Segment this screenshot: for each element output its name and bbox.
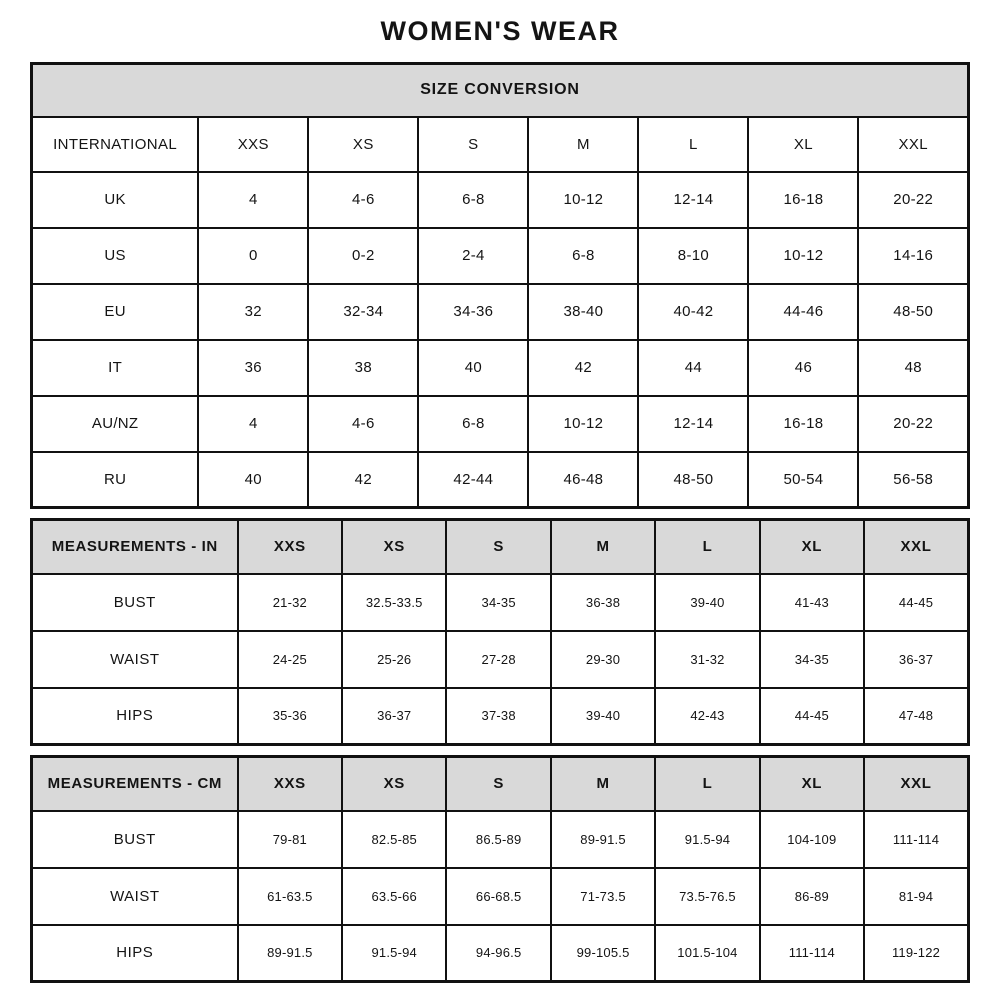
measurements-cm-body — [32, 811, 969, 982]
size-column-header: XXS — [238, 520, 342, 574]
row-label: AU/NZ — [32, 396, 199, 452]
size-column-header: M — [551, 757, 655, 811]
cell-value: 40-42 — [638, 284, 748, 340]
size-column-header: XS — [342, 757, 446, 811]
cell-value: 104-109 — [760, 811, 864, 868]
cell-value: 50-54 — [748, 452, 858, 508]
cell-value: 10-12 — [748, 228, 858, 284]
cell-value: 44-45 — [864, 574, 968, 631]
size-column-header: L — [655, 520, 759, 574]
size-column-header: XXL — [858, 117, 968, 172]
cell-value: 89-91.5 — [551, 811, 655, 868]
size-column-header: L — [638, 117, 748, 172]
row-label: EU — [32, 284, 199, 340]
cell-value: 0 — [198, 228, 308, 284]
cell-value: 32 — [198, 284, 308, 340]
size-column-header: XXL — [864, 520, 968, 574]
cell-value: 39-40 — [551, 688, 655, 745]
row-label: RU — [32, 452, 199, 508]
cell-value: 29-30 — [551, 631, 655, 688]
cell-value: 47-48 — [864, 688, 968, 745]
size-column-header: XXS — [198, 117, 308, 172]
cell-value: 4 — [198, 396, 308, 452]
row-label: HIPS — [32, 688, 238, 745]
size-conversion-banner-row — [32, 64, 969, 117]
cell-value: 27-28 — [446, 631, 550, 688]
cell-value: 89-91.5 — [238, 925, 342, 982]
cell-value: 12-14 — [638, 396, 748, 452]
cell-value: 6-8 — [418, 172, 528, 228]
row-label: IT — [32, 340, 199, 396]
table-row — [32, 631, 969, 688]
cell-value: 91.5-94 — [342, 925, 446, 982]
cell-value: 10-12 — [528, 396, 638, 452]
table-row — [32, 925, 969, 982]
cell-value: 86.5-89 — [446, 811, 550, 868]
cell-value: 48-50 — [638, 452, 748, 508]
row-label: WAIST — [32, 631, 238, 688]
cell-value: 12-14 — [638, 172, 748, 228]
cell-value: 91.5-94 — [655, 811, 759, 868]
cell-value: 4-6 — [308, 172, 418, 228]
table-row — [32, 172, 969, 228]
size-conversion-title: SIZE CONVERSION — [32, 64, 969, 117]
row-label: BUST — [32, 811, 238, 868]
cell-value: 42-43 — [655, 688, 759, 745]
size-column-header: XS — [342, 520, 446, 574]
cell-value: 38 — [308, 340, 418, 396]
row-label: HIPS — [32, 925, 238, 982]
cell-value: 16-18 — [748, 172, 858, 228]
cell-value: 36-37 — [864, 631, 968, 688]
row-label: US — [32, 228, 199, 284]
cell-value: 39-40 — [655, 574, 759, 631]
table-row — [32, 228, 969, 284]
page-title: WOMEN'S WEAR — [380, 16, 620, 46]
cell-value: 35-36 — [238, 688, 342, 745]
table-row — [32, 688, 969, 745]
cell-value: 32-34 — [308, 284, 418, 340]
size-column-header: M — [528, 117, 638, 172]
cell-value: 111-114 — [864, 811, 968, 868]
table-row — [32, 396, 969, 452]
measurements-cm-title: MEASUREMENTS - CM — [32, 757, 238, 811]
table-row — [32, 868, 969, 925]
cell-value: 42-44 — [418, 452, 528, 508]
cell-value: 48 — [858, 340, 968, 396]
cell-value: 73.5-76.5 — [655, 868, 759, 925]
size-column-header: XXL — [864, 757, 968, 811]
cell-value: 20-22 — [858, 172, 968, 228]
cell-value: 37-38 — [446, 688, 550, 745]
cell-value: 31-32 — [655, 631, 759, 688]
cell-value: 6-8 — [528, 228, 638, 284]
cell-value: 86-89 — [760, 868, 864, 925]
cell-value: 34-36 — [418, 284, 528, 340]
cell-value: 14-16 — [858, 228, 968, 284]
cell-value: 36 — [198, 340, 308, 396]
cell-value: 36-38 — [551, 574, 655, 631]
table-row — [32, 340, 969, 396]
cell-value: 24-25 — [238, 631, 342, 688]
cell-value: 99-105.5 — [551, 925, 655, 982]
row-label: WAIST — [32, 868, 238, 925]
table-row — [32, 811, 969, 868]
size-column-header: XL — [760, 520, 864, 574]
size-column-header: S — [446, 520, 550, 574]
cell-value: 32.5-33.5 — [342, 574, 446, 631]
size-conversion-table — [30, 62, 970, 509]
cell-value: 42 — [528, 340, 638, 396]
cell-value: 6-8 — [418, 396, 528, 452]
measurements-in-table — [30, 518, 970, 746]
size-column-header: M — [551, 520, 655, 574]
cell-value: 0-2 — [308, 228, 418, 284]
size-conversion-header-row — [32, 117, 969, 172]
size-column-header: XS — [308, 117, 418, 172]
cell-value: 119-122 — [864, 925, 968, 982]
cell-value: 44-45 — [760, 688, 864, 745]
cell-value: 36-37 — [342, 688, 446, 745]
measurements-in-header-row — [32, 520, 969, 574]
cell-value: 21-32 — [238, 574, 342, 631]
size-column-header: XL — [760, 757, 864, 811]
cell-value: 48-50 — [858, 284, 968, 340]
table-row — [32, 284, 969, 340]
cell-value: 79-81 — [238, 811, 342, 868]
size-conversion-body — [32, 172, 969, 508]
size-column-header: L — [655, 757, 759, 811]
row-label: BUST — [32, 574, 238, 631]
size-column-header: S — [418, 117, 528, 172]
table-row — [32, 574, 969, 631]
cell-value: 63.5-66 — [342, 868, 446, 925]
cell-value: 38-40 — [528, 284, 638, 340]
measurements-cm-header-row — [32, 757, 969, 811]
cell-value: 42 — [308, 452, 418, 508]
measurements-cm-table — [30, 755, 970, 983]
measurements-in-body — [32, 574, 969, 745]
cell-value: 8-10 — [638, 228, 748, 284]
cell-value: 4-6 — [308, 396, 418, 452]
measurements-in-title: MEASUREMENTS - IN — [32, 520, 238, 574]
cell-value: 10-12 — [528, 172, 638, 228]
cell-value: 101.5-104 — [655, 925, 759, 982]
row-label: UK — [32, 172, 199, 228]
cell-value: 66-68.5 — [446, 868, 550, 925]
size-column-header: XL — [748, 117, 858, 172]
cell-value: 34-35 — [446, 574, 550, 631]
cell-value: 40 — [418, 340, 528, 396]
cell-value: 34-35 — [760, 631, 864, 688]
cell-value: 44-46 — [748, 284, 858, 340]
cell-value: 81-94 — [864, 868, 968, 925]
table-row — [32, 452, 969, 508]
cell-value: 56-58 — [858, 452, 968, 508]
cell-value: 44 — [638, 340, 748, 396]
cell-value: 20-22 — [858, 396, 968, 452]
cell-value: 82.5-85 — [342, 811, 446, 868]
cell-value: 2-4 — [418, 228, 528, 284]
international-column-header: INTERNATIONAL — [32, 117, 199, 172]
cell-value: 25-26 — [342, 631, 446, 688]
cell-value: 46-48 — [528, 452, 638, 508]
cell-value: 41-43 — [760, 574, 864, 631]
cell-value: 61-63.5 — [238, 868, 342, 925]
cell-value: 46 — [748, 340, 858, 396]
cell-value: 111-114 — [760, 925, 864, 982]
cell-value: 40 — [198, 452, 308, 508]
size-column-header: S — [446, 757, 550, 811]
cell-value: 4 — [198, 172, 308, 228]
size-column-header: XXS — [238, 757, 342, 811]
cell-value: 71-73.5 — [551, 868, 655, 925]
cell-value: 16-18 — [748, 396, 858, 452]
cell-value: 94-96.5 — [446, 925, 550, 982]
